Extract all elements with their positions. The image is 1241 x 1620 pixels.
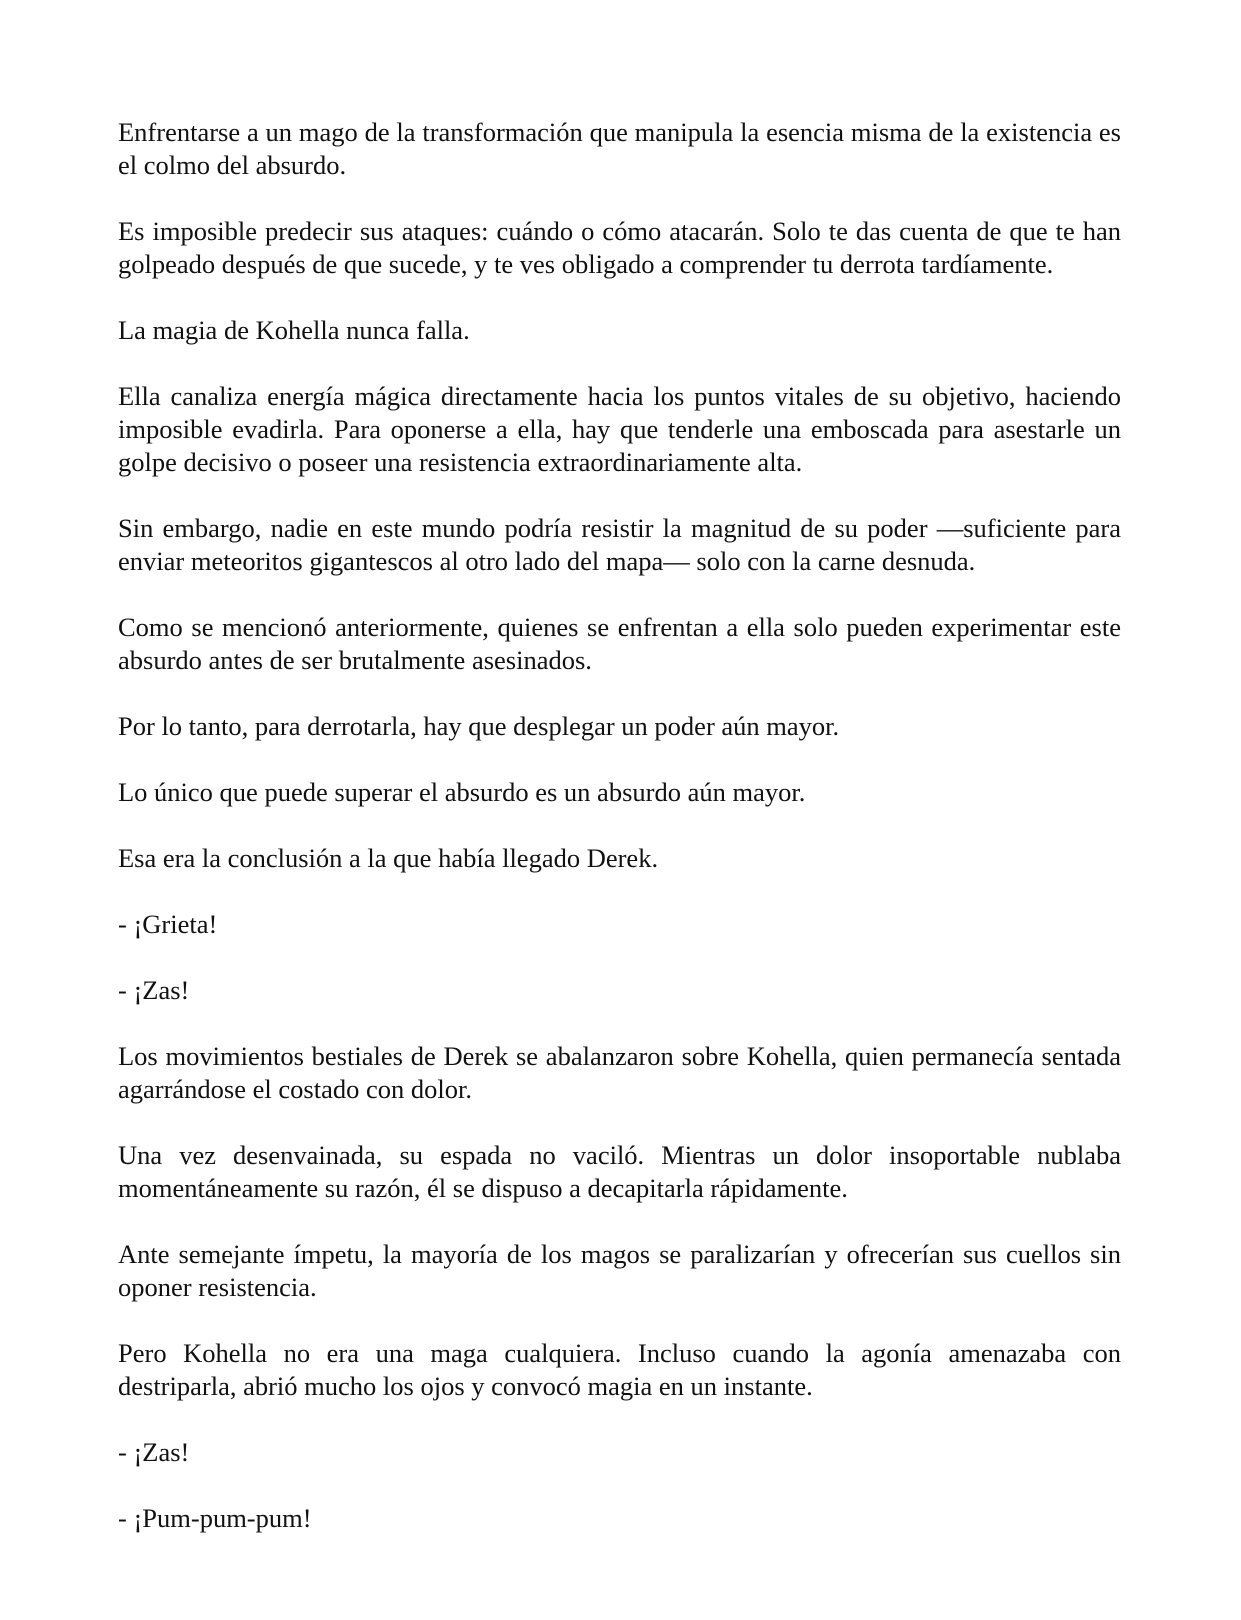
dialogue-line: - ¡Zas!: [118, 1437, 190, 1467]
paragraph: Es imposible predecir sus ataques: cuándo o cómo atacarán. Solo te das cuenta de que te han golpeado después de que sucede, y te ves obligado a comprender tu derrota tardíamente.: [118, 216, 1121, 279]
paragraph: Por lo tanto, para derrotarla, hay que desplegar un poder aún mayor.: [118, 711, 840, 741]
dialogue-line: - ¡Pum-pum-pum!: [118, 1503, 312, 1533]
paragraph: Pero Kohella no era una maga cualquiera. Incluso cuando la agonía amenazaba con destriparla, abrió mucho los ojos y convocó magia en un instante.: [118, 1338, 1121, 1401]
dialogue-line: - ¡Zas!: [118, 975, 190, 1005]
paragraph: Enfrentarse a un mago de la transformación que manipula la esencia misma de la existencia es el colmo del absurdo.: [118, 117, 1121, 180]
paragraph: Ante semejante ímpetu, la mayoría de los magos se paralizarían y ofrecerían sus cuellos sin oponer resistencia.: [118, 1239, 1121, 1302]
paragraph: Lo único que puede superar el absurdo es un absurdo aún mayor.: [118, 777, 806, 807]
paragraph: La magia de Kohella nunca falla.: [118, 315, 470, 345]
paragraph: Ella canaliza energía mágica directamente hacia los puntos vitales de su objetivo, haciendo imposible evadirla. Para oponerse a ella, hay que tenderle una emboscada para asestarle un golpe decisivo o poseer una resistencia extraordinariamente alta.: [118, 381, 1121, 477]
paragraph: Como se mencionó anteriormente, quienes se enfrentan a ella solo pueden experimentar este absurdo antes de ser brutalmente asesinados.: [118, 612, 1121, 675]
paragraph: Los movimientos bestiales de Derek se abalanzaron sobre Kohella, quien permanecía sentada agarrándose el costado con dolor.: [118, 1041, 1121, 1104]
body-text: [118, 116, 1121, 1568]
paragraph: Una vez desenvainada, su espada no vaciló. Mientras un dolor insoportable nublaba momentáneamente su razón, él se dispuso a decapitarla rápidamente.: [118, 1140, 1121, 1203]
paragraph: Esa era la conclusión a la que había llegado Derek.: [118, 843, 659, 873]
dialogue-line: - ¡Grieta!: [118, 909, 218, 939]
paragraph: Sin embargo, nadie en este mundo podría resistir la magnitud de su poder —suficiente para enviar meteoritos gigantescos al otro lado del mapa— solo con la carne desnuda.: [118, 513, 1121, 576]
